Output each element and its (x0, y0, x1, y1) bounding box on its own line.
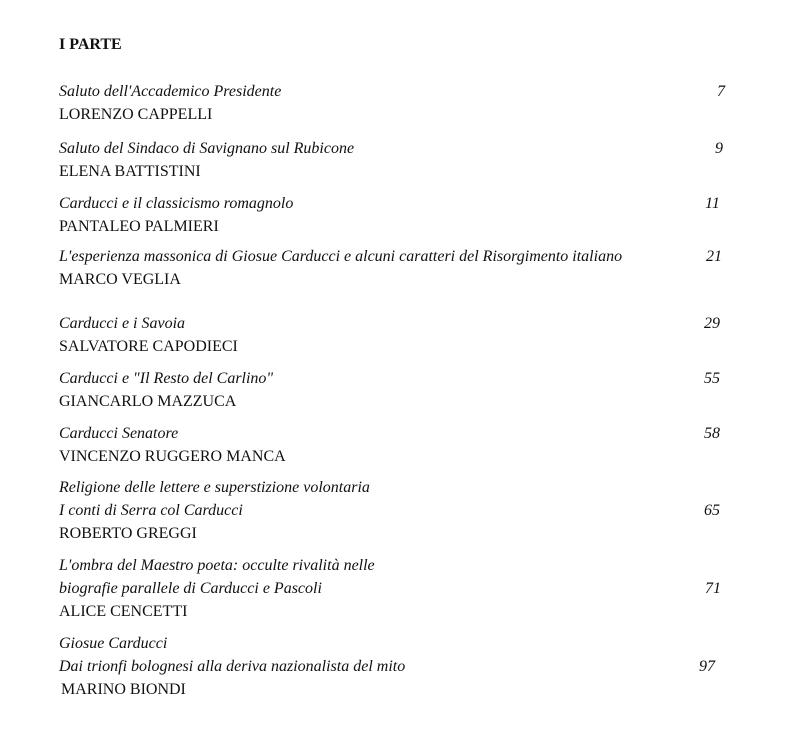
entry-page-number: 7 (717, 83, 725, 100)
toc-entry (59, 245, 739, 291)
entry-page-number: 55 (704, 370, 720, 387)
entry-title: Carducci e i Savoia (59, 315, 186, 332)
entry-title: Carducci Senatore (59, 425, 179, 442)
entry-page-number: 97 (699, 658, 715, 675)
toc-entry (59, 367, 739, 413)
entry-author: LORENZO CAPPELLI (59, 106, 213, 123)
entry-author: ALICE CENCETTI (59, 603, 188, 620)
entry-page-number: 21 (706, 248, 722, 265)
entry-author: GIANCARLO MAZZUCA (59, 393, 237, 410)
entry-title: L'esperienza massonica di Giosue Carducci e alcuni caratteri del Risorgimento italiano (59, 248, 623, 265)
toc-entry (59, 137, 739, 183)
entry-title: I conti di Serra col Carducci (59, 502, 243, 519)
entry-author: PANTALEO PALMIERI (59, 218, 219, 235)
entry-author: VINCENZO RUGGERO MANCA (59, 448, 286, 465)
entry-page-number: 58 (704, 425, 720, 442)
entry-page-number: 11 (705, 195, 720, 212)
entry-title: Dai trionfi bolognesi alla deriva nazionalista del mito (59, 658, 406, 675)
entry-page-number: 71 (705, 580, 721, 597)
entry-title: Saluto del Sindaco di Savignano sul Rubicone (59, 140, 355, 157)
entry-title: Carducci e il classicismo romagnolo (59, 195, 294, 212)
toc-entry (59, 554, 739, 623)
entry-title: Religione delle lettere e superstizione volontaria (59, 479, 370, 496)
entry-author: MARINO BIONDI (61, 681, 186, 698)
entry-page-number: 29 (704, 315, 720, 332)
entry-title: Carducci e "Il Resto del Carlino" (59, 370, 274, 387)
toc-entry (59, 192, 739, 238)
toc-entry (59, 632, 739, 701)
entry-title: biografie parallele di Carducci e Pascoli (59, 580, 322, 597)
toc-entry (59, 312, 739, 358)
entry-title: Saluto dell'Accademico Presidente (59, 83, 282, 100)
toc-entry (59, 80, 739, 126)
entry-page-number: 9 (715, 140, 723, 157)
toc-entry (59, 476, 739, 545)
entry-title: Giosue Carducci (59, 635, 168, 652)
entry-author: ROBERTO GREGGI (59, 525, 197, 542)
entry-author: ELENA BATTISTINI (59, 163, 201, 180)
entry-title: L'ombra del Maestro poeta: occulte rivalità nelle (59, 557, 375, 574)
entry-page-number: 65 (704, 502, 720, 519)
entry-author: SALVATORE CAPODIECI (59, 338, 238, 355)
section-heading: I PARTE (59, 36, 122, 53)
toc-entry (59, 422, 739, 468)
entry-author: MARCO VEGLIA (59, 271, 181, 288)
